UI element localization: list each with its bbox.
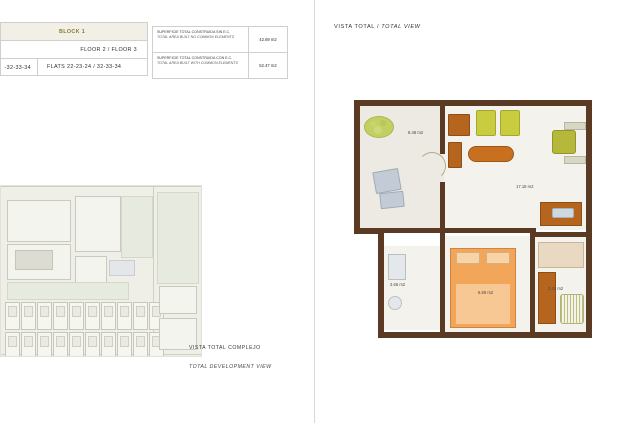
- site-plan-unit: [21, 332, 36, 357]
- site-plan-unit: [85, 332, 100, 357]
- interior-wall: [530, 232, 535, 336]
- sofa-cushion: [476, 110, 496, 136]
- interior-wall: [440, 104, 445, 154]
- sofa-side: [448, 142, 462, 168]
- site-plan-garden: [157, 192, 199, 284]
- site-caption-en: TOTAL DEVELOPMENT VIEW: [189, 364, 272, 370]
- site-plan-pool: [109, 260, 135, 276]
- page-divider: [314, 0, 315, 423]
- site-plan-unit: [85, 302, 100, 330]
- terrace-door-arc: [418, 152, 446, 180]
- site-plan-unit: [69, 332, 84, 357]
- block-row-label: BLOCK 1: [59, 28, 86, 35]
- site-caption-es: VISTA TOTAL COMPLEJO: [189, 345, 261, 351]
- kitchen-area-label: 3.41 m2: [548, 286, 564, 291]
- area-description-es: SUPERFICIE TOTAL CONSTRUIDA SIN E.C.: [157, 30, 231, 34]
- site-plan-drawing: [0, 185, 202, 357]
- site-plan-unit: [5, 302, 20, 330]
- site-plan-unit: [5, 332, 20, 357]
- site-plan-building: [7, 200, 71, 242]
- pillow: [456, 252, 480, 264]
- site-plan-pool: [15, 250, 53, 270]
- site-plan-unit: [117, 302, 132, 330]
- floor-row: [0, 40, 148, 58]
- site-plan-unit: [133, 302, 148, 330]
- site-plan-garden: [121, 196, 153, 258]
- floor-plan: [352, 96, 598, 354]
- exterior-wall: [378, 228, 384, 338]
- clipped-flats-label: -32-33-34: [4, 64, 31, 71]
- block-info-table: [0, 22, 290, 82]
- area-description: [153, 53, 248, 78]
- interior-wall: [384, 228, 536, 233]
- kitchen-counter: [538, 242, 584, 268]
- terrace-area-label: 8.48 m2: [408, 130, 424, 135]
- site-plan-unit: [37, 302, 52, 330]
- site-plan-unit: [21, 302, 36, 330]
- site-plan-unit: [37, 332, 52, 357]
- tree-icon: [364, 116, 394, 138]
- area-description-en: TOTAL AREA BUILT WITH COMMON ELEMENTS: [157, 61, 238, 66]
- dining-chair: [552, 130, 576, 154]
- site-plan-unit: [53, 332, 68, 357]
- site-plan-building: [75, 256, 107, 284]
- pillow: [486, 252, 510, 264]
- right-page-title-en: TOTAL VIEW: [381, 24, 421, 30]
- site-plan-unit: [101, 302, 116, 330]
- area-value: 52.47 m2: [248, 53, 287, 78]
- site-plan-unit: [69, 302, 84, 330]
- exterior-wall-left: [354, 100, 360, 234]
- site-plan-unit: [133, 332, 148, 357]
- right-page-title-sep: /: [374, 24, 382, 30]
- floor-row-label: FLOOR 2 / FLOOR 3: [80, 46, 137, 53]
- living-area-label: 17.18 m2: [516, 184, 534, 189]
- area-description-en: TOTAL AREA BUILT NO COMMON ELEMENTS: [157, 35, 235, 40]
- area-row: [153, 27, 287, 53]
- sideboard: [564, 156, 586, 164]
- terrace-footstool: [379, 191, 405, 209]
- flats-row-label: FLATS 22-23-24 / 32-33-34: [47, 64, 122, 70]
- site-plan-unit: [53, 302, 68, 330]
- toilet-icon: [388, 296, 402, 310]
- site-plan-unit: [117, 332, 132, 357]
- right-page-title: [334, 24, 421, 30]
- area-description: [153, 27, 248, 52]
- exterior-wall-right: [586, 100, 592, 336]
- sofa-armchair: [448, 114, 470, 136]
- site-plan-unit-row: [5, 302, 164, 330]
- clipped-flats-row: [0, 58, 38, 76]
- site-plan-edge: [1, 186, 201, 187]
- sideboard: [564, 122, 586, 130]
- exterior-wall-top: [354, 100, 592, 106]
- kitchen-tall-unit: [538, 272, 556, 324]
- area-table: [152, 26, 288, 79]
- sofa-cushion: [500, 110, 520, 136]
- site-plan-garden: [7, 282, 129, 300]
- interior-wall: [534, 232, 588, 237]
- site-plan-building: [75, 196, 121, 252]
- coffee-table: [468, 146, 514, 162]
- interior-wall: [440, 182, 445, 232]
- bath-area-label: 3.66 m2: [390, 282, 406, 287]
- bathtub: [388, 254, 406, 280]
- kitchen-plant: [560, 294, 584, 324]
- sink-icon: [552, 208, 574, 218]
- area-row: [153, 53, 287, 78]
- exterior-wall-bottom: [378, 332, 592, 338]
- site-plan-building: [159, 286, 197, 314]
- terrace-chair: [372, 168, 401, 194]
- site-plan-unit: [101, 332, 116, 357]
- right-page-title-es: VISTA TOTAL: [334, 24, 375, 30]
- block-row: [0, 22, 148, 40]
- interior-wall: [440, 232, 445, 336]
- bedroom-area-label: 6.59 m2: [478, 290, 494, 295]
- area-value: 42.69 m2: [248, 27, 287, 52]
- area-description-es: SUPERFICIE TOTAL CONSTRUIDA CON E.C.: [157, 56, 233, 60]
- site-plan-unit-row: [5, 332, 164, 357]
